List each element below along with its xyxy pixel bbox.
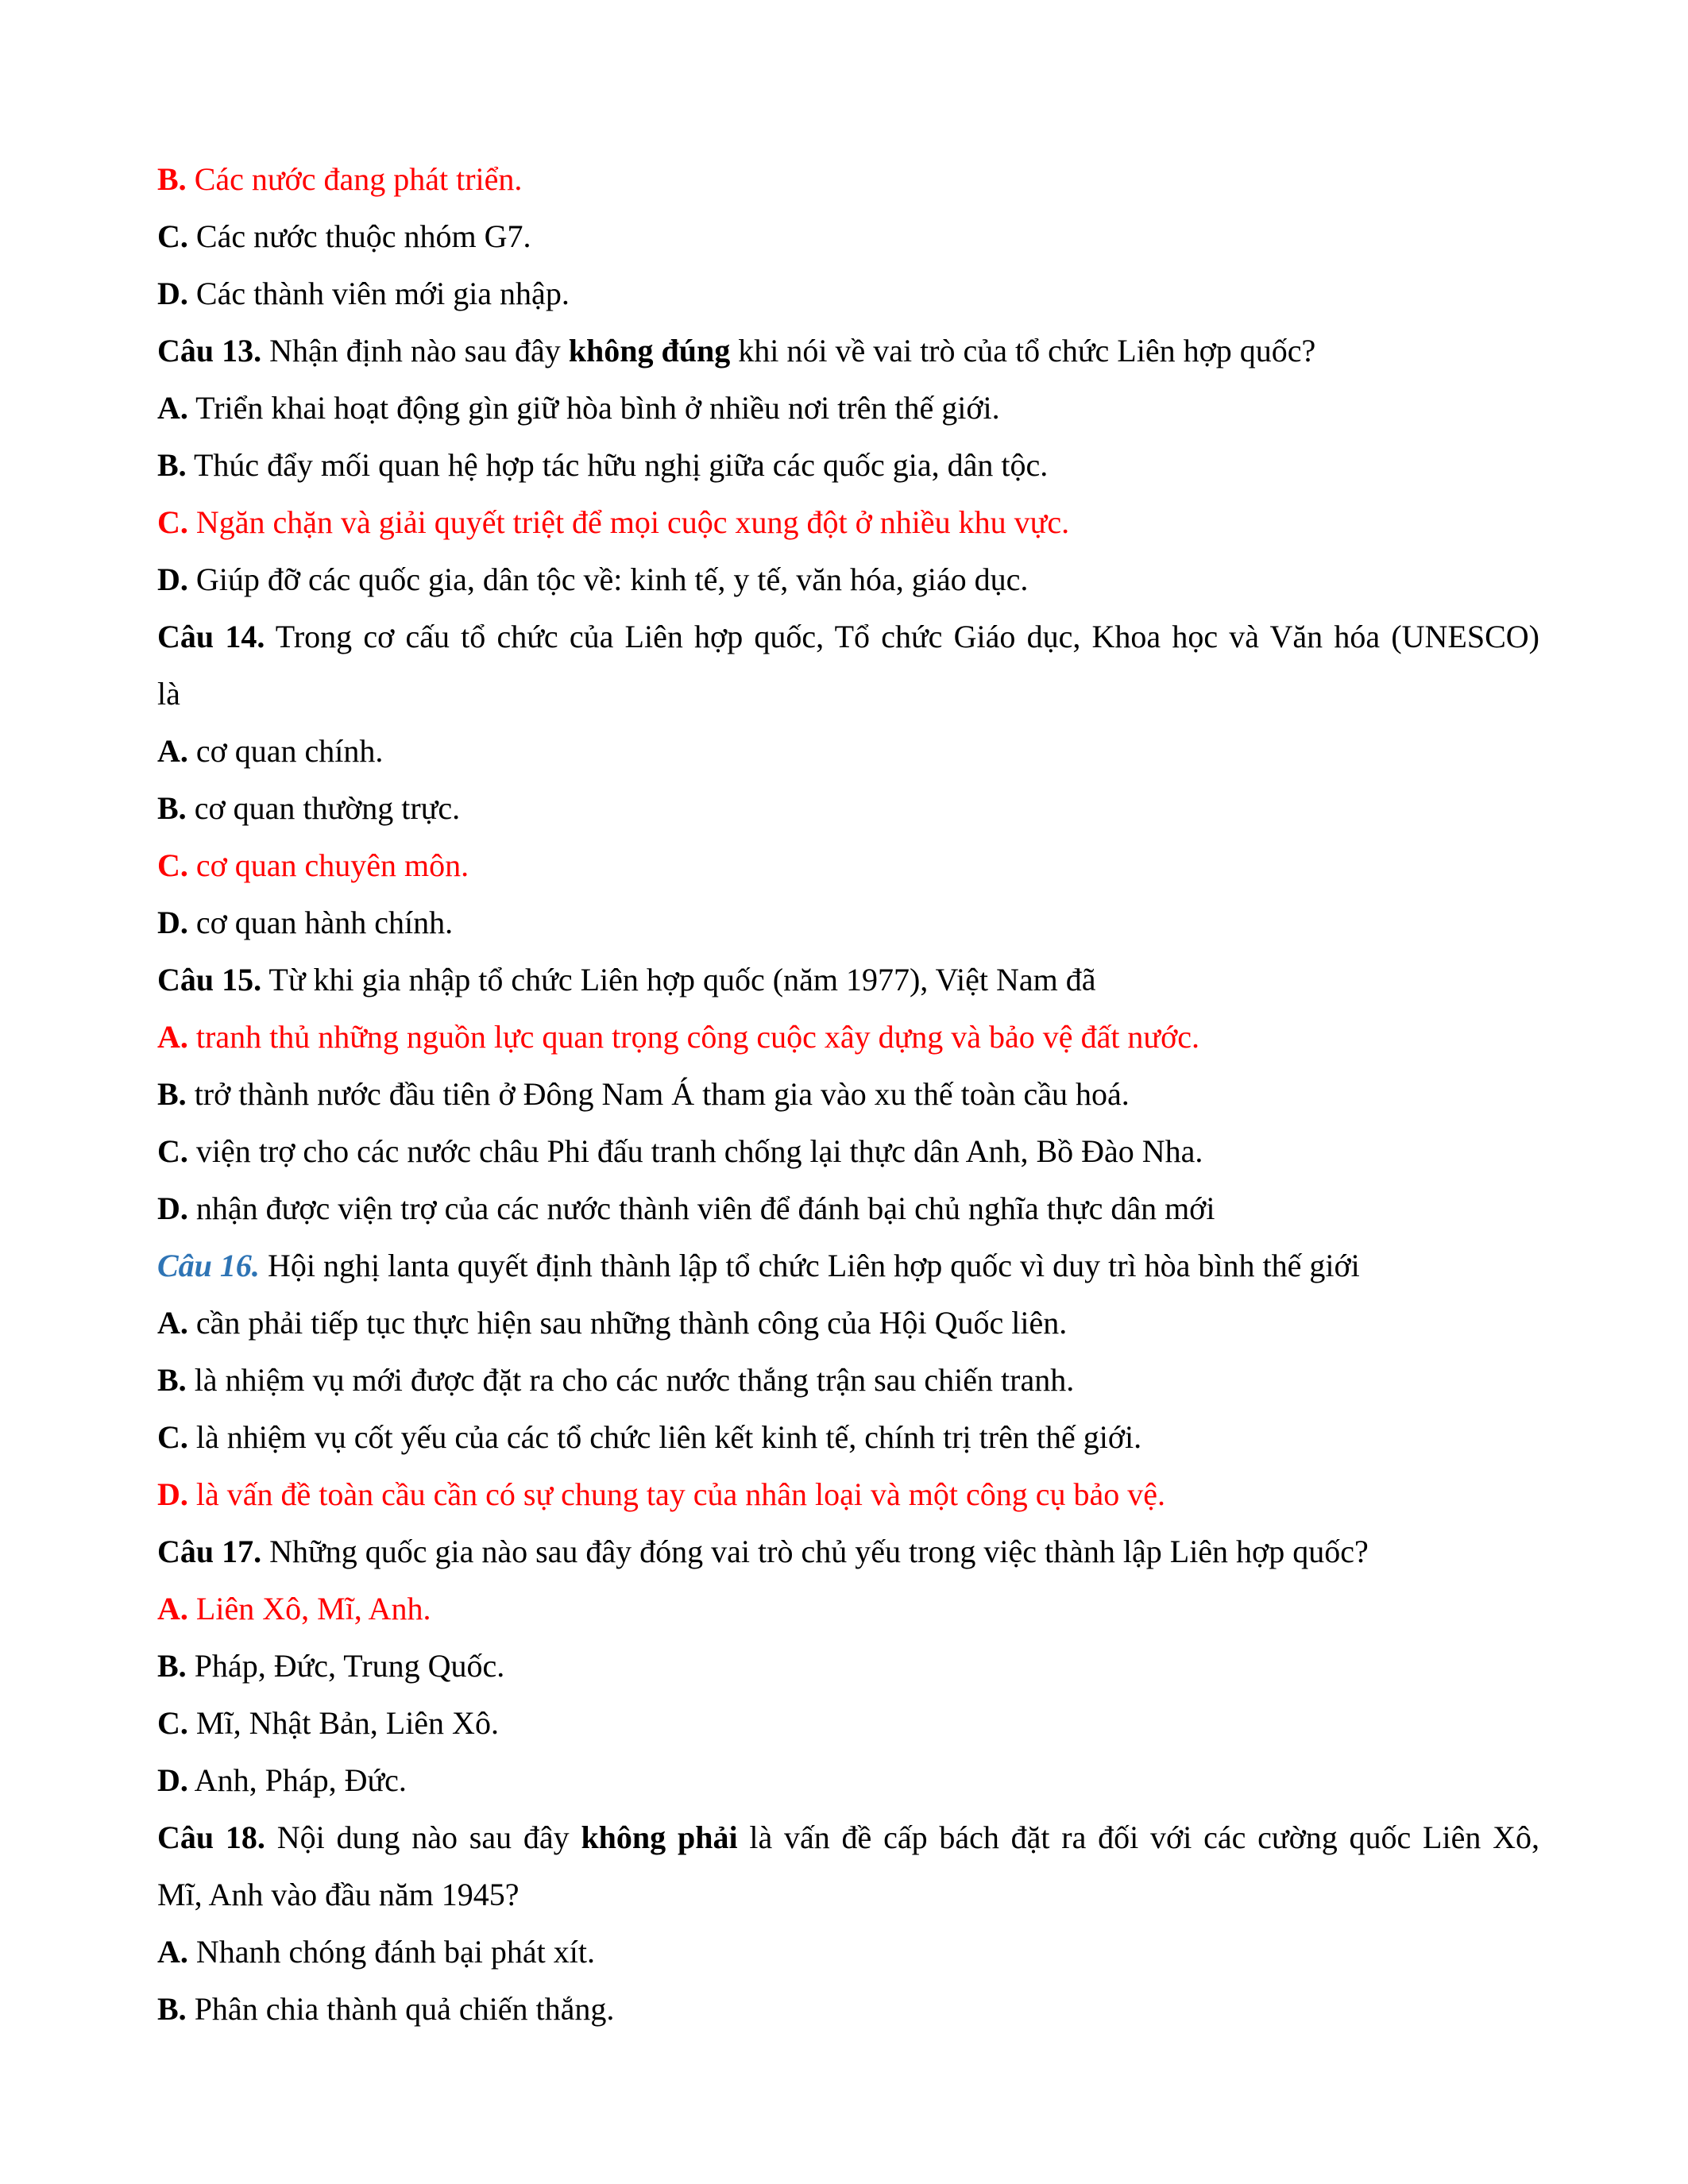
- option-label: C.: [157, 218, 188, 254]
- option-line: [157, 151, 1539, 208]
- option-text: tranh thủ những nguồn lực quan trọng công cuộc xây dựng và bảo vệ đất nước.: [187, 1019, 1200, 1055]
- option-text: cơ quan chính.: [187, 733, 384, 769]
- question-text: Hội nghị lanta quyết định thành lập tổ chức Liên hợp quốc vì duy trì hòa bình thế giới: [259, 1248, 1360, 1283]
- option-text: là nhiệm vụ cốt yếu của các tổ chức liên kết kinh tế, chính trị trên thế giới.: [187, 1419, 1142, 1455]
- option-label: A.: [157, 1019, 188, 1055]
- question-text: Những quốc gia nào sau đây đóng vai trò chủ yếu trong việc thành lập Liên hợp quốc?: [261, 1534, 1369, 1569]
- option-line: [157, 437, 1539, 494]
- option-label: A.: [157, 390, 188, 426]
- option-line: [157, 1752, 1539, 1809]
- option-line: [157, 780, 1539, 837]
- option-line: [157, 1066, 1539, 1123]
- option-line: [157, 1924, 1539, 1981]
- question-continuation: [157, 666, 1539, 723]
- option-label: D.: [157, 276, 188, 311]
- option-line: [157, 1180, 1539, 1237]
- option-label: C.: [157, 504, 188, 540]
- option-label: D.: [157, 1762, 188, 1798]
- option-text: viện trợ cho các nước châu Phi đấu tranh chống lại thực dân Anh, Bồ Đào Nha.: [187, 1133, 1203, 1169]
- question-label: Câu 13.: [157, 333, 262, 369]
- question-15: [157, 951, 1539, 1009]
- question-label: Câu 18.: [157, 1819, 265, 1855]
- option-text: trở thành nước đầu tiên ở Đông Nam Á tham gia vào xu thế toàn cầu hoá.: [186, 1076, 1130, 1112]
- option-line: [157, 380, 1539, 437]
- question-text: là: [157, 676, 180, 712]
- option-label: B.: [157, 790, 187, 826]
- option-line: [157, 1580, 1539, 1638]
- question-14: [157, 608, 1539, 666]
- question-continuation: [157, 1866, 1539, 1924]
- question-16: [157, 1237, 1539, 1295]
- question-label: Câu 14.: [157, 619, 265, 654]
- option-label: B.: [157, 1076, 187, 1112]
- question-text: Nội dung nào sau đây: [265, 1819, 581, 1855]
- option-text: Các nước thuộc nhóm G7.: [187, 218, 531, 254]
- option-label: C.: [157, 1419, 188, 1455]
- question-emphasis: không phải: [581, 1819, 738, 1855]
- option-label: C.: [157, 1705, 188, 1741]
- question-17: [157, 1523, 1539, 1580]
- question-text: Mĩ, Anh vào đầu năm 1945?: [157, 1877, 520, 1912]
- option-text: Triển khai hoạt động gìn giữ hòa bình ở nhiều nơi trên thế giới.: [187, 390, 1000, 426]
- option-label: A.: [157, 733, 188, 769]
- option-text: Liên Xô, Mĩ, Anh.: [187, 1591, 431, 1626]
- option-line: [157, 494, 1539, 551]
- question-18: [157, 1809, 1539, 1866]
- option-label: C.: [157, 1133, 188, 1169]
- option-text: Giúp đỡ các quốc gia, dân tộc về: kinh tế, y tế, văn hóa, giáo dục.: [187, 561, 1029, 597]
- option-line: [157, 837, 1539, 894]
- option-line: [157, 723, 1539, 780]
- option-line: [157, 208, 1539, 265]
- option-text: Mĩ, Nhật Bản, Liên Xô.: [187, 1705, 499, 1741]
- option-label: A.: [157, 1591, 188, 1626]
- question-text: Trong cơ cấu tổ chức của Liên hợp quốc, Tổ chức Giáo dục, Khoa học và Văn hóa (UNESCO): [265, 619, 1539, 654]
- question-text: Nhận định nào sau đây: [261, 333, 569, 369]
- option-label: A.: [157, 1305, 188, 1341]
- question-text: khi nói về vai trò của tổ chức Liên hợp quốc?: [730, 333, 1316, 369]
- option-label: B.: [157, 1991, 187, 2027]
- question-emphasis: không đúng: [568, 333, 731, 369]
- option-text: cơ quan hành chính.: [187, 905, 454, 940]
- question-label: Câu 16.: [157, 1248, 260, 1283]
- option-line: [157, 1295, 1539, 1352]
- option-label: A.: [157, 1934, 188, 1970]
- option-text: Nhanh chóng đánh bại phát xít.: [187, 1934, 595, 1970]
- option-text: cơ quan chuyên môn.: [187, 847, 469, 883]
- option-line: [157, 1009, 1539, 1066]
- option-text: cơ quan thường trực.: [186, 790, 461, 826]
- question-text: là vấn đề cấp bách đặt ra đối với các cường quốc Liên Xô,: [737, 1819, 1539, 1855]
- option-text: cần phải tiếp tục thực hiện sau những thành công của Hội Quốc liên.: [187, 1305, 1068, 1341]
- option-label: D.: [157, 561, 188, 597]
- option-text: Ngăn chặn và giải quyết triệt để mọi cuộc xung đột ở nhiều khu vực.: [187, 504, 1070, 540]
- option-line: [157, 1638, 1539, 1695]
- option-text: Pháp, Đức, Trung Quốc.: [186, 1648, 505, 1684]
- question-13: [157, 322, 1539, 380]
- option-label: B.: [157, 1362, 187, 1398]
- question-label: Câu 15.: [157, 962, 262, 997]
- question-label: Câu 17.: [157, 1534, 262, 1569]
- option-text: Anh, Pháp, Đức.: [187, 1762, 407, 1798]
- option-label: B.: [157, 1648, 187, 1684]
- option-text: Các thành viên mới gia nhập.: [187, 276, 570, 311]
- option-line: [157, 551, 1539, 608]
- option-line: [157, 1352, 1539, 1409]
- option-line: [157, 1981, 1539, 2038]
- option-text: Các nước đang phát triển.: [186, 161, 523, 197]
- option-text: là vấn đề toàn cầu cần có sự chung tay của nhân loại và một công cụ bảo vệ.: [187, 1476, 1166, 1512]
- option-label: D.: [157, 1190, 188, 1226]
- option-text: nhận được viện trợ của các nước thành viên để đánh bại chủ nghĩa thực dân mới: [187, 1190, 1215, 1226]
- option-line: [157, 1123, 1539, 1180]
- option-label: B.: [157, 447, 187, 483]
- option-label: C.: [157, 847, 188, 883]
- option-label: D.: [157, 1476, 188, 1512]
- document-body: [157, 151, 1539, 2038]
- option-line: [157, 1695, 1539, 1752]
- option-label: D.: [157, 905, 188, 940]
- option-line: [157, 265, 1539, 322]
- option-label: B.: [157, 161, 187, 197]
- question-text: Từ khi gia nhập tổ chức Liên hợp quốc (năm 1977), Việt Nam đã: [261, 962, 1096, 997]
- option-text: là nhiệm vụ mới được đặt ra cho các nước thắng trận sau chiến tranh.: [186, 1362, 1075, 1398]
- option-line: [157, 1409, 1539, 1466]
- option-text: Thúc đẩy mối quan hệ hợp tác hữu nghị giữa các quốc gia, dân tộc.: [186, 447, 1049, 483]
- option-text: Phân chia thành quả chiến thắng.: [186, 1991, 615, 2027]
- option-line: [157, 894, 1539, 951]
- option-line: [157, 1466, 1539, 1523]
